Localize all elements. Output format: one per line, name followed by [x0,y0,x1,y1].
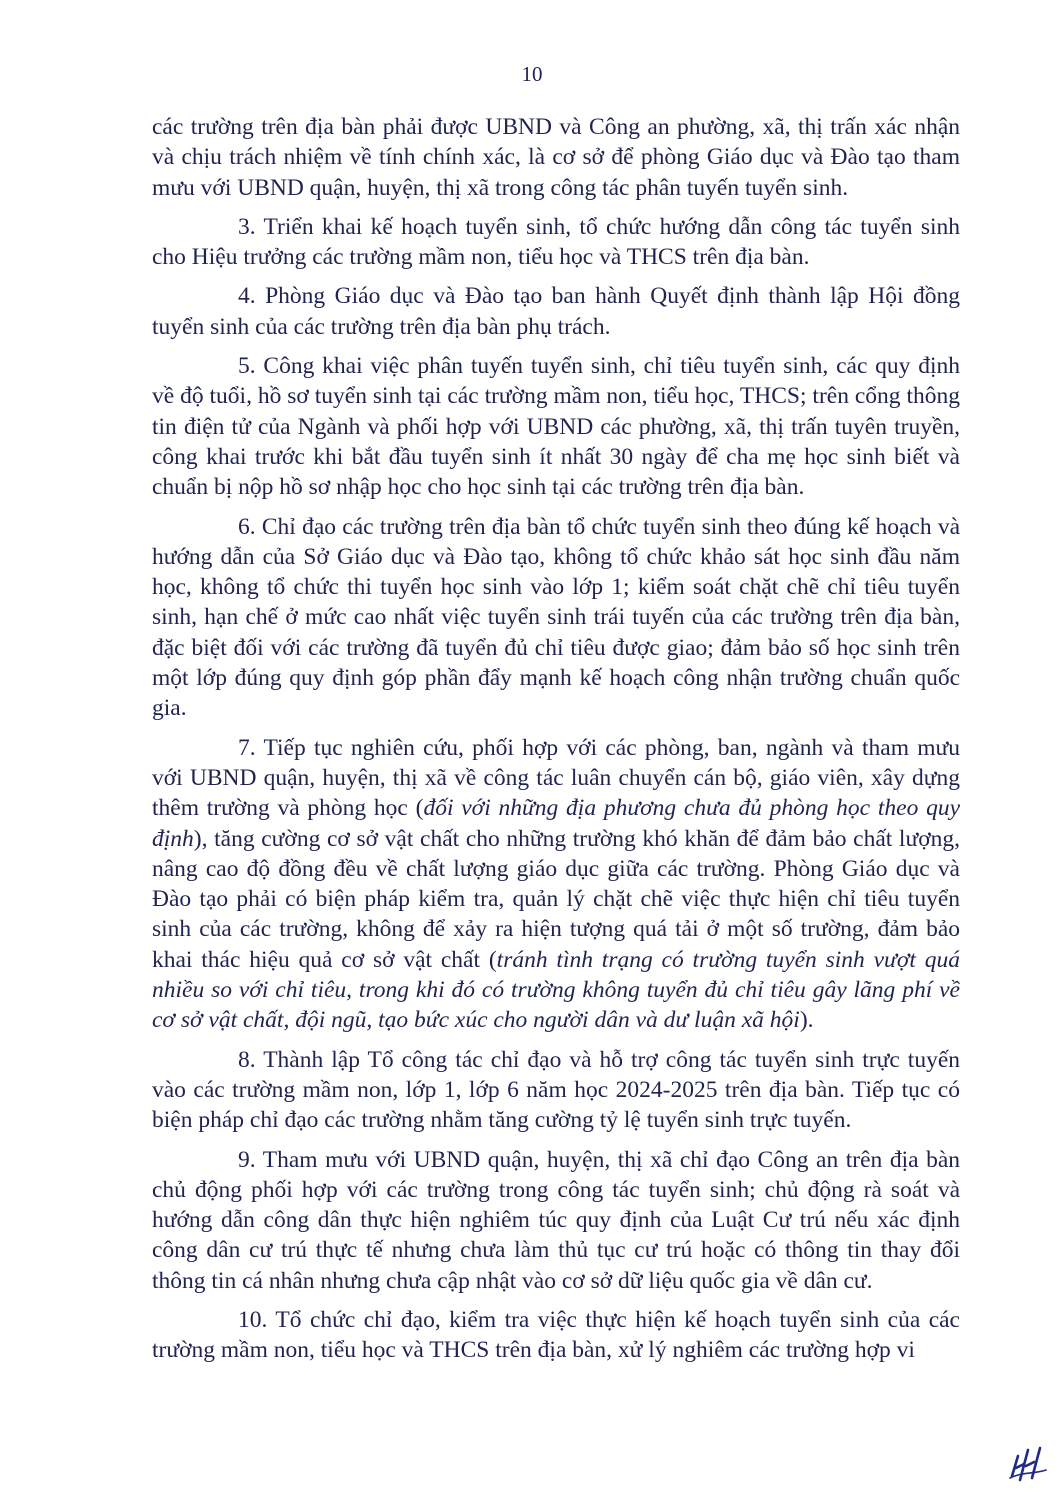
text-run: 3. Triển khai kế hoạch tuyển sinh, tổ chức hướng dẫn công tác tuyển sinh cho Hiệu trưởng các trường mầm non, tiểu học và THCS trên địa bàn. [152,213,960,271]
paragraph-item-3 [152,212,960,273]
text-run: 6. Chỉ đạo các trường trên địa bàn tổ chức tuyển sinh theo đúng kế hoạch và hướng dẫn của Sở Giáo dục và Đào tạo, không tổ chức khảo sát học sinh đầu năm học, không tổ chức thi tuyển học sinh vào lớp 1; kiểm soát chặt chẽ chỉ tiêu tuyển sinh, hạn chế ở mức cao nhất việc tuyển sinh trái tuyến của các trường trên địa bàn, đặc biệt đối với các trường đã tuyển đủ chỉ tiêu được giao; đảm bảo số học sinh trên một lớp đúng quy định góp phần đẩy mạnh kế hoạch công nhận trường chuẩn quốc gia. [152,513,960,722]
text-run: 9. Tham mưu với UBND quận, huyện, thị xã chỉ đạo Công an trên địa bàn chủ động phối hợp với các trường trong công tác tuyển sinh; chủ động rà soát và hướng dẫn công dân thực hiện nghiêm túc quy định của Luật Cư trú nếu xác định công dân cư trú thực tế nhưng chưa làm thủ tục cư trú hoặc có thông tin thay đổi thông tin cá nhân nhưng chưa cập nhật vào cơ sở dữ liệu quốc gia về dân cư. [152,1146,960,1294]
initials-signature [1006,1440,1052,1484]
text-run: 10. Tổ chức chỉ đạo, kiểm tra việc thực hiện kế hoạch tuyển sinh của các trường mầm non, tiểu học và THCS trên địa bàn, xử lý nghiêm các trường hợp vi [152,1306,960,1364]
paragraph-item-8 [152,1045,960,1136]
text-run: 8. Thành lập Tổ công tác chỉ đạo và hỗ trợ công tác tuyển sinh trực tuyến vào các trường mầm non, lớp 1, lớp 6 năm học 2024-2025 trên địa bàn. Tiếp tục có biện pháp chỉ đạo các trường nhằm tăng cường tỷ lệ tuyển sinh trực tuyến. [152,1046,960,1134]
italic-note: tránh tình trạng có trường tuyển sinh vượt quá nhiều so với chỉ tiêu, trong khi đó có trường không tuyển đủ chỉ tiêu gây lãng phí về cơ sở vật chất, đội ngũ, tạo bức xúc cho người dân và dư luận xã hội [152,946,960,1034]
paragraph-item-10 [152,1305,960,1366]
text-run: 7. Tiếp tục nghiên cứu, phối hợp với các phòng, ban, ngành và tham mưu với UBND quận, huyện, thị xã về công tác luân chuyển cán bộ, giáo viên, xây dựng thêm trường và phòng học ( [152,734,960,822]
text-run: các trường trên địa bàn phải được UBND và Công an phường, xã, thị trấn xác nhận và chịu trách nhiệm về tính chính xác, là cơ sở để phòng Giáo dục và Đào tạo tham mưu với UBND quận, huyện, thị xã trong công tác phân tuyến tuyển sinh. [152,114,960,201]
page-number: 10 [521,62,543,86]
paragraph-continuation [152,112,960,203]
paragraph-item-7 [152,733,960,1036]
text-run: 4. Phòng Giáo dục và Đào tạo ban hành Quyết định thành lập Hội đồng tuyển sinh của các trường trên địa bàn phụ trách. [152,283,960,340]
paragraph-item-6 [152,512,960,724]
paragraph-item-4 [152,281,960,342]
italic-note: đối với những địa phương chưa đủ phòng học theo quy định [152,795,960,852]
text-run: ). [799,1007,814,1034]
paragraph-item-5 [152,351,960,502]
document-body [152,112,960,1375]
text-run: ), tăng cường cơ sở vật chất cho những trường khó khăn để đảm bảo chất lượng, nâng cao độ đồng đều về chất lượng giáo dục giữa các trường. Phòng Giáo dục và Đào tạo phải có biện pháp kiểm tra, quản lý chặt chẽ việc thực hiện chỉ tiêu tuyển sinh của các trường, không để xảy ra hiện tượng quá tải ở một số trường, đảm bảo khai thác hiệu quả cơ sở vật chất ( [152,825,960,973]
text-run: 5. Công khai việc phân tuyến tuyển sinh, chỉ tiêu tuyển sinh, các quy định về độ tuổi, hồ sơ tuyển sinh tại các trường mầm non, tiểu học, THCS; trên cổng thông tin điện tử của Ngành và phối hợp với UBND các phường, xã, thị trấn tuyên truyền, công khai trước khi bắt đầu tuyển sinh ít nhất 30 ngày để cha mẹ học sinh biết và chuẩn bị nộp hồ sơ nhập học cho học sinh tại các trường trên địa bàn. [152,353,960,501]
paragraph-item-9 [152,1145,960,1296]
